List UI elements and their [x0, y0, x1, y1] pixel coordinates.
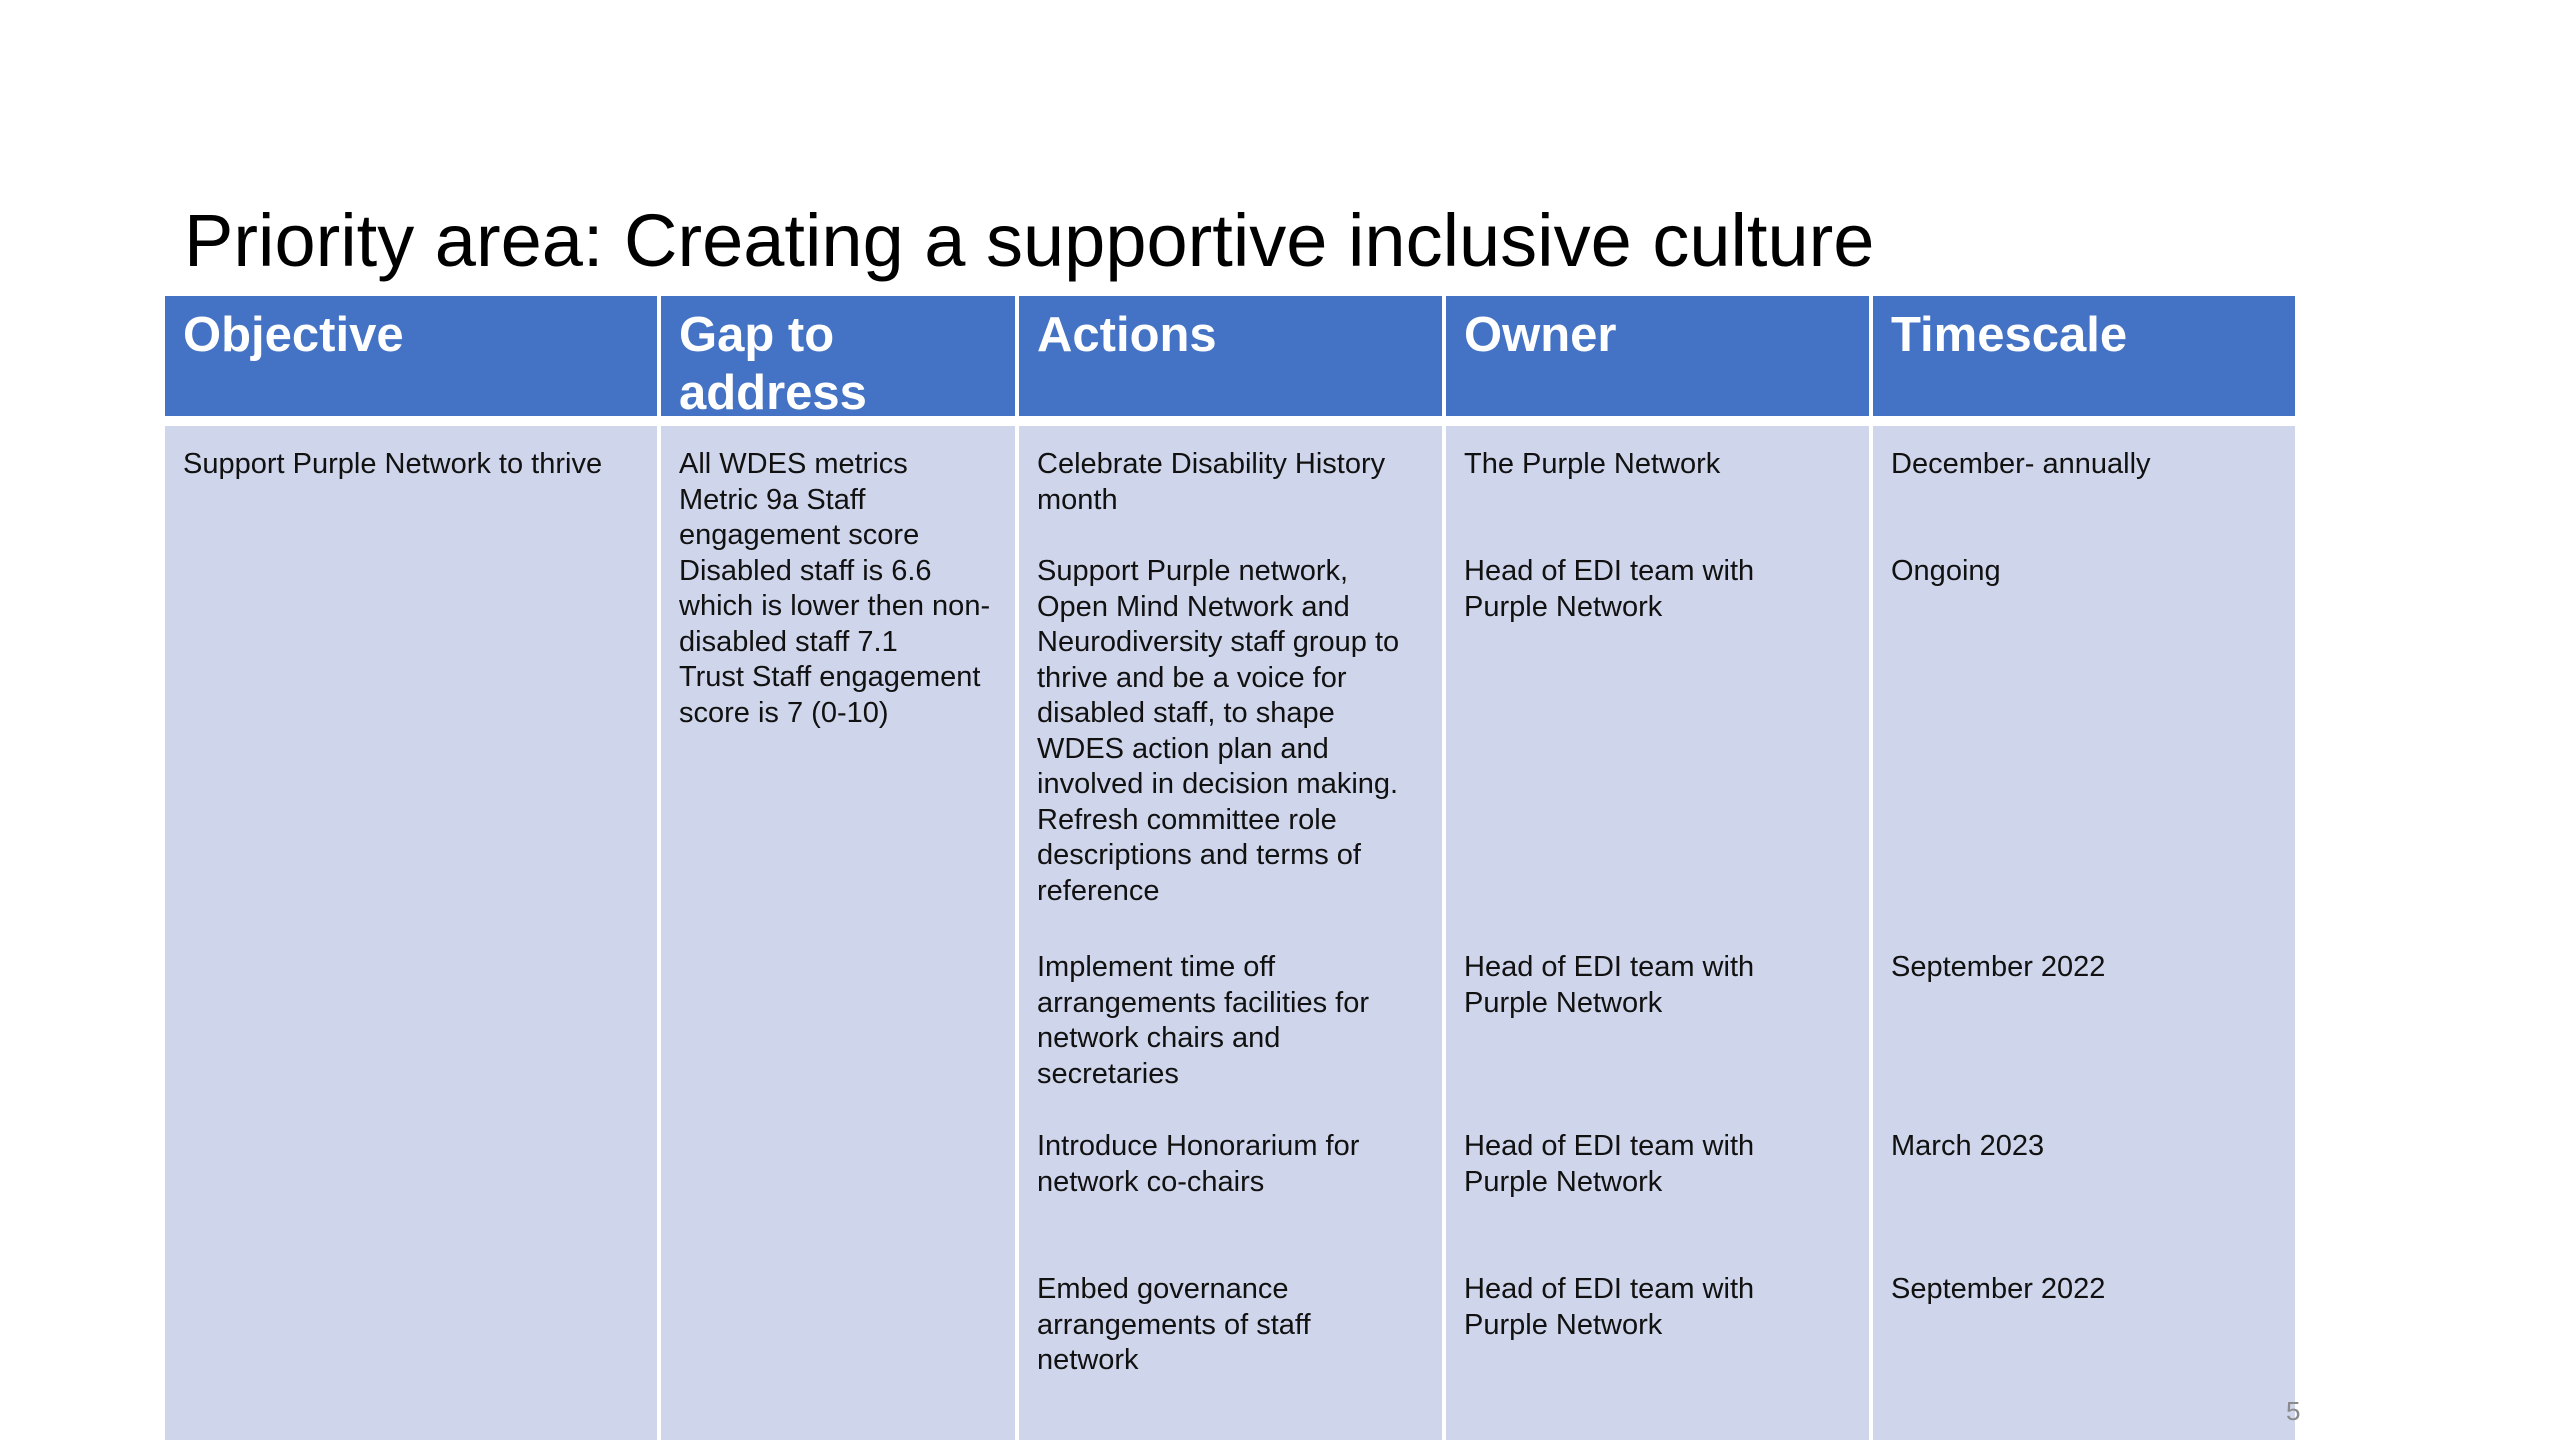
- cell-text-line: Neurodiversity staff group to: [1037, 626, 1400, 658]
- page-number: 5: [2286, 1396, 2301, 1426]
- cell-text-line: Refresh committee role: [1037, 803, 1337, 836]
- owner-entry: [1446, 1272, 1869, 1343]
- cell-text-line: Owner: [1464, 308, 1617, 362]
- action-entry: [1019, 447, 1442, 518]
- cell-text-line: Head of EDI team with: [1464, 555, 1755, 587]
- cell-text-line: score is 7 (0-10): [679, 696, 889, 729]
- timescale-entry: [1873, 1129, 2295, 1165]
- timescale-entry: [1873, 1272, 2295, 1308]
- cell-text-line: disabled staff, to shape: [1037, 697, 1335, 729]
- cell-text-line: reference: [1037, 874, 1160, 907]
- timescale-entry: [1873, 447, 2295, 483]
- action-plan-table: [165, 296, 2295, 1440]
- cell-text-line: network chairs and: [1037, 1022, 1281, 1054]
- cell-text-line: The Purple Network: [1464, 448, 1721, 480]
- header-objective: [165, 296, 657, 416]
- cell-text-line: Implement time off: [1037, 951, 1276, 983]
- cell-text-line: WDES action plan and: [1037, 732, 1329, 765]
- timescale-entry: [1873, 554, 2295, 590]
- cell-text-line: Support Purple Network to thrive: [183, 448, 603, 480]
- timescale-cell: [1873, 426, 2295, 1440]
- cell-text-line: Embed governance: [1037, 1273, 1289, 1305]
- cell-text-line: engagement score: [679, 519, 920, 551]
- cell-text-line: Introduce Honorarium for: [1037, 1130, 1360, 1162]
- cell-text-line: Trust Staff engagement: [679, 661, 981, 693]
- cell-text-line: Purple Network: [1464, 590, 1663, 623]
- cell-text-line: month: [1037, 483, 1118, 516]
- timescale-entry: [1873, 950, 2295, 986]
- action-entry: [1019, 554, 1442, 909]
- cell-text-line: March 2023: [1891, 1130, 2045, 1162]
- action-entry: [1019, 1129, 1442, 1200]
- owner-entry: [1446, 950, 1869, 1021]
- cell-text-line: descriptions and terms of: [1037, 839, 1361, 871]
- header-actions: [1019, 296, 1442, 416]
- header-owner: [1446, 296, 1869, 416]
- cell-text-line: Purple Network: [1464, 986, 1663, 1019]
- header-timescale: [1873, 296, 2295, 416]
- cell-text-line: secretaries: [1037, 1057, 1179, 1090]
- cell-text-line: Metric 9a Staff: [679, 483, 866, 516]
- table-body-row: [165, 426, 2295, 1440]
- cell-text-line: Open Mind Network and: [1037, 590, 1350, 623]
- cell-text-line: Purple Network: [1464, 1165, 1663, 1198]
- header-gap-to-address: [661, 296, 1015, 416]
- slide-title: Priority area: Creating a supportive inclusive culture: [184, 199, 1875, 282]
- cell-text-line: which is lower then non-: [679, 590, 991, 622]
- cell-text-line: September 2022: [1891, 951, 2106, 983]
- owner-entry: [1446, 1129, 1869, 1200]
- action-entry: [1019, 1272, 1442, 1379]
- owner-entry: [1446, 447, 1869, 483]
- cell-text-line: Celebrate Disability History: [1037, 448, 1386, 480]
- cell-text-line: Actions: [1037, 308, 1217, 362]
- cell-text-line: Head of EDI team with: [1464, 1273, 1755, 1305]
- table-header-row: [165, 296, 2295, 416]
- cell-text-line: All WDES metrics: [679, 448, 908, 480]
- cell-text-line: December- annually: [1891, 448, 2151, 480]
- cell-text-line: arrangements of staff: [1037, 1308, 1311, 1341]
- cell-text-line: Gap to: [679, 308, 835, 362]
- cell-text-line: arrangements facilities for: [1037, 986, 1370, 1019]
- cell-text-line: Head of EDI team with: [1464, 1130, 1755, 1162]
- action-entry: [1019, 950, 1442, 1092]
- cell-text-line: involved in decision making.: [1037, 768, 1399, 800]
- cell-text-line: network: [1037, 1344, 1139, 1376]
- cell-text-line: thrive and be a voice for: [1037, 661, 1347, 694]
- cell-text-line: Disabled staff is 6.6: [679, 554, 932, 587]
- gap-cell: [661, 426, 1015, 1440]
- cell-text-line: Purple Network: [1464, 1308, 1663, 1341]
- objective-cell: [165, 426, 657, 1440]
- cell-text-line: Support Purple network,: [1037, 555, 1349, 587]
- cell-text-line: Timescale: [1891, 308, 2128, 362]
- cell-text-line: network co-chairs: [1037, 1165, 1265, 1198]
- owner-cell: [1446, 426, 1869, 1440]
- cell-text-line: disabled staff 7.1: [679, 625, 898, 658]
- cell-text-line: September 2022: [1891, 1273, 2106, 1305]
- owner-entry: [1446, 554, 1869, 625]
- cell-text-line: Head of EDI team with: [1464, 951, 1755, 983]
- actions-cell: [1019, 426, 1442, 1440]
- cell-text-line: address: [679, 366, 867, 416]
- cell-text-line: Ongoing: [1891, 555, 2001, 587]
- cell-text-line: Objective: [183, 308, 404, 362]
